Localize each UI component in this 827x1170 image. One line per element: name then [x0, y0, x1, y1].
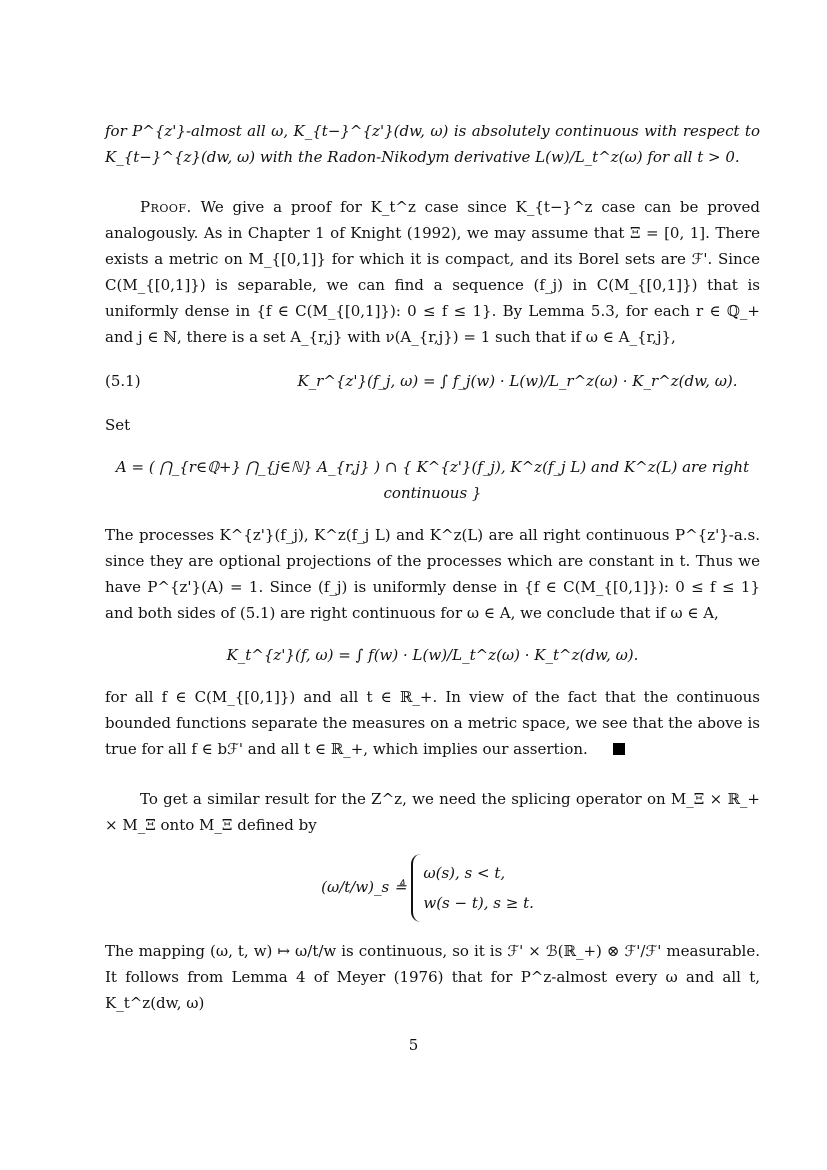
equation-label: (5.1) — [105, 372, 141, 390]
equation-kernel — [105, 642, 760, 668]
splicing-case-1: ω(s), s < t, — [423, 864, 506, 882]
splicing-case-2: w(s − t), s ≥ t. — [423, 894, 534, 912]
lemma-line-2: the Radon-Nikodym derivative L(w)/L_t^z(ω) for all t > 0. — [297, 148, 740, 166]
proof-paragraph-1 — [105, 194, 760, 350]
splicing-lhs: (ω/t/w)_s ≜ — [321, 878, 407, 896]
proof-paragraph-3 — [105, 684, 760, 762]
equation-kernel-body: K_t^{z'}(f, ω) = ∫ f(w) · L(w)/L_t^z(ω) · K_t^z(dw, ω). — [226, 646, 639, 664]
lemma-tail — [105, 118, 760, 170]
page-number: 5 — [408, 1036, 419, 1054]
splicing-cases — [411, 854, 544, 922]
proof-text-1: We give a proof for K_t^z case since K_{t−}^z case can be proved analogously. As in Chapter 1 of Knight (1992), we may assume that Ξ = [0, 1]. There exists a metric on M_{[0,1]} for which it is compact, and its Borel sets are ℱ'. Since C(M_{[0,1]}) is separable, we can find a sequence (f_j) in C(M_{[0,1]}) that is uniformly dense in {f ∈ C(M_{[0,1]}): 0 ≤ f ≤ 1}. By Lemma 5.3, for each r ∈ ℚ_+ and j ∈ ℕ, there is a set A_{r,j} with ν(A_{r,j}) = 1 such that if ω ∈ A_{r,j}, — [105, 198, 760, 346]
equation-5-1 — [105, 368, 760, 394]
qed-square-icon — [613, 743, 625, 755]
splicing-paragraph: To get a similar result for the Z^z, we need the splicing operator on M_Ξ × ℝ_+ × M_Ξ onto M_Ξ defined by — [105, 790, 760, 834]
equation-set-A-body: A = ( ⋂_{r∈ℚ+} ⋂_{j∈ℕ} A_{r,j} ) ∩ { K^{z'}(f_j), K^z(f_j L) and K^z(L) are right continuous } — [115, 458, 750, 502]
equation-5-1-body: K_r^{z'}(f_j, ω) = ∫ f_j(w) · L(w)/L_r^z(ω) · K_r^z(dw, ω). — [297, 372, 738, 390]
proof-paragraph-2: The processes K^{z'}(f_j), K^z(f_j L) and K^z(L) are all right continuous P^{z'}-a.s. since they are optional projections of the processes which are constant in t. Thus we have P^{z'}(A) = 1. Since (f_j) is uniformly dense in {f ∈ C(M_{[0,1]}): 0 ≤ f ≤ 1} and both sides of (5.1) are right continuous for ω ∈ A, we conclude that if ω ∈ A, — [105, 526, 760, 622]
proof-text-3: for all f ∈ C(M_{[0,1]}) and all t ∈ ℝ_+. In view of the fact that the continuous bounded functions separate the measures on a metric space, we see that the above is true for all f ∈ bℱ' and all t ∈ ℝ_+, which implies our assertion. — [105, 688, 760, 758]
proof-label: Proof. — [140, 198, 192, 216]
page-body — [105, 118, 760, 1016]
mapping-paragraph: The mapping (ω, t, w) ↦ ω/t/w is continuous, so it is ℱ' × ℬ(ℝ_+) ⊗ ℱ'/ℱ' measurable. It follows from Lemma 4 of Meyer (1976) that for P^z-almost every ω and all t, K_t^z(dw, ω) — [105, 942, 760, 1012]
splicing-definition — [105, 854, 760, 922]
set-word: Set — [105, 416, 131, 434]
lemma-line-1: for P^{z'}-almost all ω, K_{t−}^{z'}(dw, ω) is absolutely continuous with respect to K_{t−}^{z}(dw, ω) with — [105, 122, 760, 166]
equation-set-A — [105, 454, 760, 506]
